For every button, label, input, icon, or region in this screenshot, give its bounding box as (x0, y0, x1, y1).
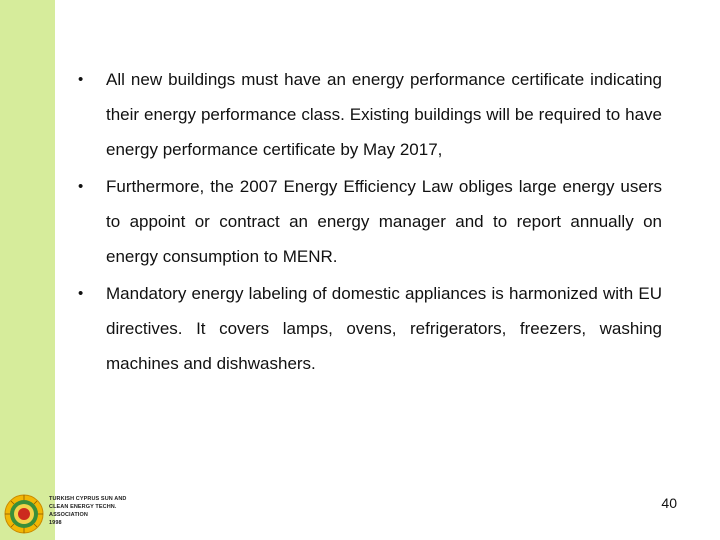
bullet-text: Furthermore, the 2007 Energy Efficiency Law obliges large energy users to appoint or contract an energy manager and to report annually on energy consumption to MENR. (106, 177, 662, 266)
logo-line: ASSOCIATION (49, 512, 88, 518)
bullet-item-certificates (78, 62, 662, 167)
bullet-dot-icon: • (78, 285, 84, 302)
side-accent-bar (0, 0, 55, 540)
logo-caption (49, 495, 126, 527)
bullet-item-energy-law (78, 169, 662, 274)
bullet-list (78, 62, 662, 383)
bullet-dot-icon: • (78, 71, 84, 88)
bullet-dot-icon: • (78, 178, 84, 195)
sun-emblem-icon (3, 489, 45, 537)
bullet-text: All new buildings must have an energy performance certificate indicating their energy performance class. Existing buildings will be required to have energy performance certificate by May 2017, (106, 70, 662, 159)
logo-line: TURKISH CYPRUS SUN AND (49, 496, 127, 502)
association-logo (3, 489, 143, 537)
bullet-item-labeling (78, 276, 662, 381)
logo-line: CLEAN ENERGY TECHN. (49, 504, 117, 510)
bullet-text: Mandatory energy labeling of domestic appliances is harmonized with EU directives. It covers lamps, ovens, refrigerators, freezers, washing machines and dishwashers. (106, 284, 662, 373)
logo-line: 1998 (49, 520, 62, 526)
page-number: 40 (661, 495, 677, 511)
